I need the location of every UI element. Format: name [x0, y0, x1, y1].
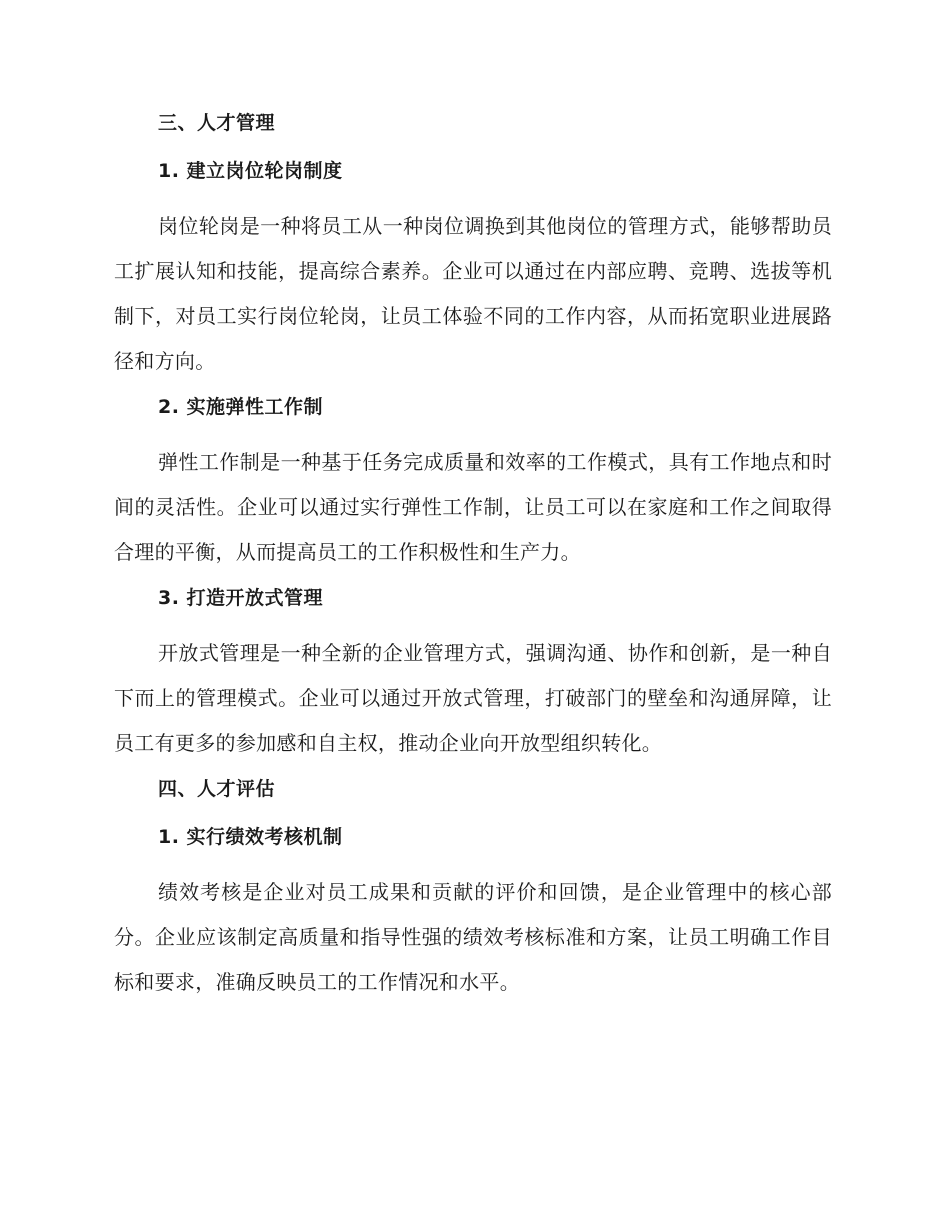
paragraph: 弹性工作制是一种基于任务完成质量和效率的工作模式，具有工作地点和时间的灵活性。企业可以通过实行弹性工作制，让员工可以在家庭和工作之间取得合理的平衡，从而提高员工的工作积极性和生产力。 — [114, 450, 832, 564]
section-heading: 三、人才管理 — [158, 112, 276, 134]
paragraph: 岗位轮岗是一种将员工从一种岗位调换到其他岗位的管理方式，能够帮助员工扩展认知和技能，提高综合素养。企业可以通过在内部应聘、竞聘、选拔等机制下，对员工实行岗位轮岗，让员工体验不同的工作内容，从而拓宽职业进展路径和方向。 — [114, 214, 832, 373]
subsection-heading: 3. 打造开放式管理 — [158, 587, 324, 609]
document-page — [114, 108, 832, 1011]
subsection-heading: 1. 建立岗位轮岗制度 — [158, 160, 343, 182]
section-heading: 四、人才评估 — [158, 778, 276, 800]
paragraph: 开放式管理是一种全新的企业管理方式，强调沟通、协作和创新，是一种自下而上的管理模式。企业可以通过开放式管理，打破部门的壁垒和沟通屏障，让员工有更多的参加感和自主权，推动企业向开放型组织转化。 — [114, 641, 832, 755]
paragraph: 绩效考核是企业对员工成果和贡献的评价和回馈，是企业管理中的核心部分。企业应该制定高质量和指导性强的绩效考核标准和方案，让员工明确工作目标和要求，准确反映员工的工作情况和水平。 — [114, 880, 832, 994]
subsection-heading: 2. 实施弹性工作制 — [158, 396, 324, 418]
subsection-heading: 1. 实行绩效考核机制 — [158, 826, 343, 848]
